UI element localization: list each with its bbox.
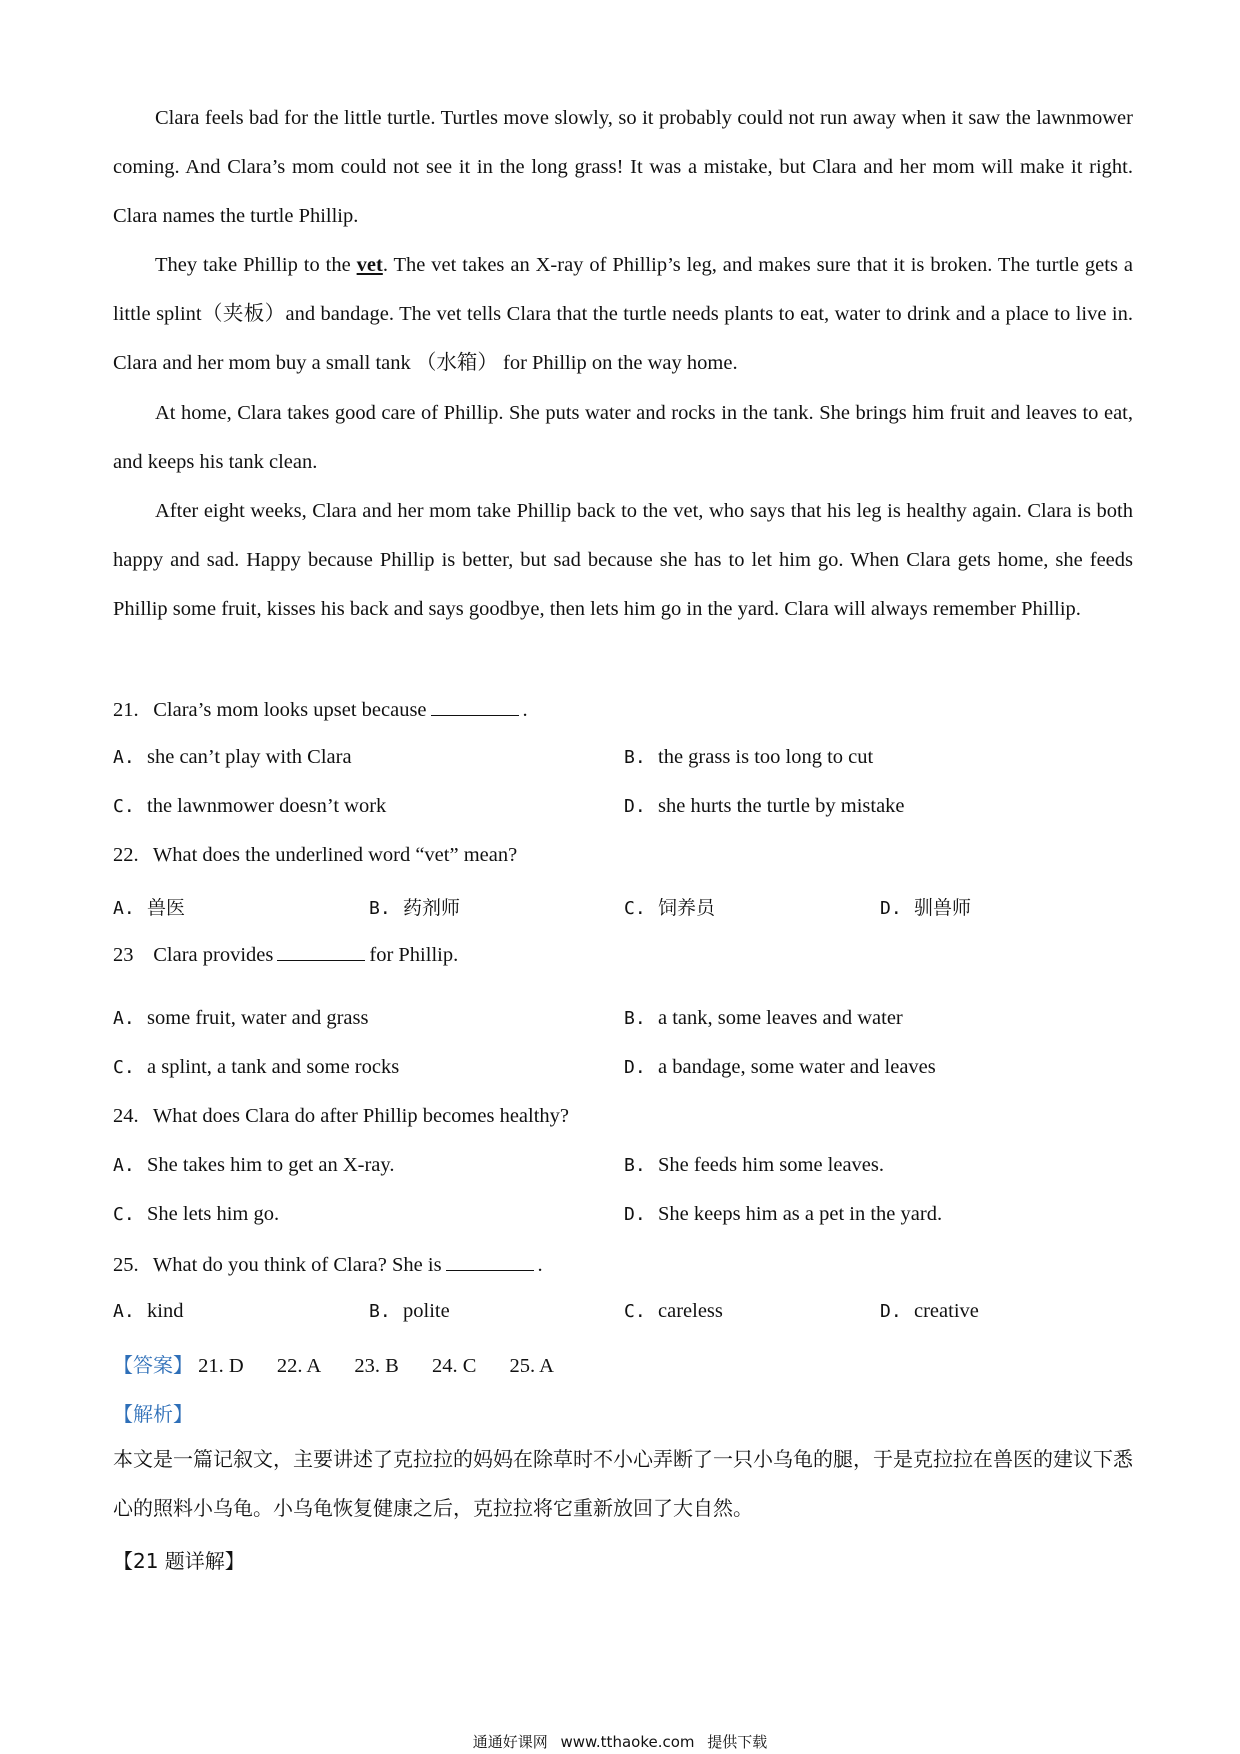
- question-24: 24. What does Clara do after Phillip becomes healthy?: [113, 1105, 570, 1127]
- page-footer: [0, 1731, 1240, 1752]
- passage-paragraph-4: After eight weeks, Clara and her mom take Phillip back to the vet, who says that his leg is healthy again. Clara is both happy and sad. Happy because Phillip is better, but sad because she has to let him go. When Clara gets home, she feeds Phillip some fruit, kisses his back and says goodbye, then lets him go in the yard. Clara will always remember Phillip.: [113, 500, 1133, 620]
- q25-option-c: C. careless: [624, 1300, 723, 1322]
- q24-option-c: C. She lets him go.: [113, 1203, 280, 1225]
- answer-item: 23. B: [354, 1355, 399, 1377]
- analysis-tag: 【解析】: [113, 1402, 193, 1426]
- q22-option-a: A. 兽医: [113, 897, 186, 919]
- question-21: 21. Clara’s mom looks upset because .: [113, 699, 528, 721]
- answer-item: 21. D: [198, 1355, 244, 1377]
- q24-option-d: D. She keeps him as a pet in the yard.: [624, 1203, 943, 1225]
- analysis-text: 本文是一篇记叙文，主要讲述了克拉拉的妈妈在除草时不小心弄断了一只小乌龟的腿，于是克拉拉在兽医的建议下悉心的照料小乌龟。小乌龟恢复健康之后，克拉拉将它重新放回了大自然。: [113, 1447, 1133, 1520]
- answer-item: 25. A: [509, 1355, 554, 1377]
- passage-paragraph-1: Clara feels bad for the little turtle. Turtles move slowly, so it probably could not run away when it saw the lawnmower coming. And Clara’s mom could not see it in the long grass! It was a mistake, but Clara and her mom will make it right. Clara names the turtle Phillip.: [113, 107, 1133, 227]
- q25-option-b: B. polite: [369, 1300, 450, 1322]
- q23-option-a: A. some fruit, water and grass: [113, 1007, 369, 1029]
- footer-site: 通通好课网: [472, 1733, 548, 1751]
- q23-option-d: D. a bandage, some water and leaves: [624, 1056, 936, 1078]
- answer-item: 22. A: [276, 1355, 322, 1377]
- passage-paragraph-2: They take Phillip to the vet. The vet takes an X-ray of Phillip’s leg, and makes sure that it is broken. The turtle gets a little splint（夹板）and bandage. The vet tells Clara that the turtle needs plants to eat, water to drink and a place to live in. Clara and her mom buy a small tank （水箱） for Phillip on the way home.: [113, 254, 1133, 374]
- q22-option-b: B. 药剂师: [369, 897, 461, 919]
- detail-21-heading: 【21 题详解】: [113, 1549, 245, 1573]
- q25-option-a: A. kind: [113, 1300, 184, 1322]
- passage-paragraph-3: At home, Clara takes good care of Phillip. She puts water and rocks in the tank. She brings him fruit and leaves to eat, and keeps his tank clean.: [113, 402, 1133, 473]
- q23-option-b: B. a tank, some leaves and water: [624, 1007, 903, 1029]
- q25-option-d: D. creative: [880, 1300, 979, 1322]
- question-23: 23 Clara provides for Phillip.: [113, 944, 459, 966]
- answer-blank: [446, 1252, 534, 1271]
- question-25: 25. What do you think of Clara? She is .: [113, 1254, 543, 1276]
- q21-option-b: B. the grass is too long to cut: [624, 746, 874, 768]
- answer-blank: [431, 697, 519, 716]
- q21-option-c: C. the lawnmower doesn’t work: [113, 795, 387, 817]
- q22-option-c: C. 饲养员: [624, 897, 716, 919]
- question-22: 22. What does the underlined word “vet” mean?: [113, 844, 518, 866]
- answer-blank: [277, 942, 365, 961]
- underlined-word-vet: vet: [356, 254, 383, 276]
- q21-option-a: A. she can’t play with Clara: [113, 746, 352, 768]
- answer-key: [113, 1349, 582, 1378]
- q24-option-b: B. She feeds him some leaves.: [624, 1154, 885, 1176]
- q21-option-d: D. she hurts the turtle by mistake: [624, 795, 905, 817]
- footer-url[interactable]: www.tthaoke.com: [560, 1733, 695, 1751]
- q22-option-d: D. 驯兽师: [880, 897, 972, 919]
- answer-tag: 【答案】: [113, 1353, 193, 1377]
- answer-item: 24. C: [431, 1355, 477, 1377]
- q24-option-a: A. She takes him to get an X-ray.: [113, 1154, 395, 1176]
- q23-option-c: C. a splint, a tank and some rocks: [113, 1056, 400, 1078]
- footer-note: 提供下载: [707, 1733, 768, 1751]
